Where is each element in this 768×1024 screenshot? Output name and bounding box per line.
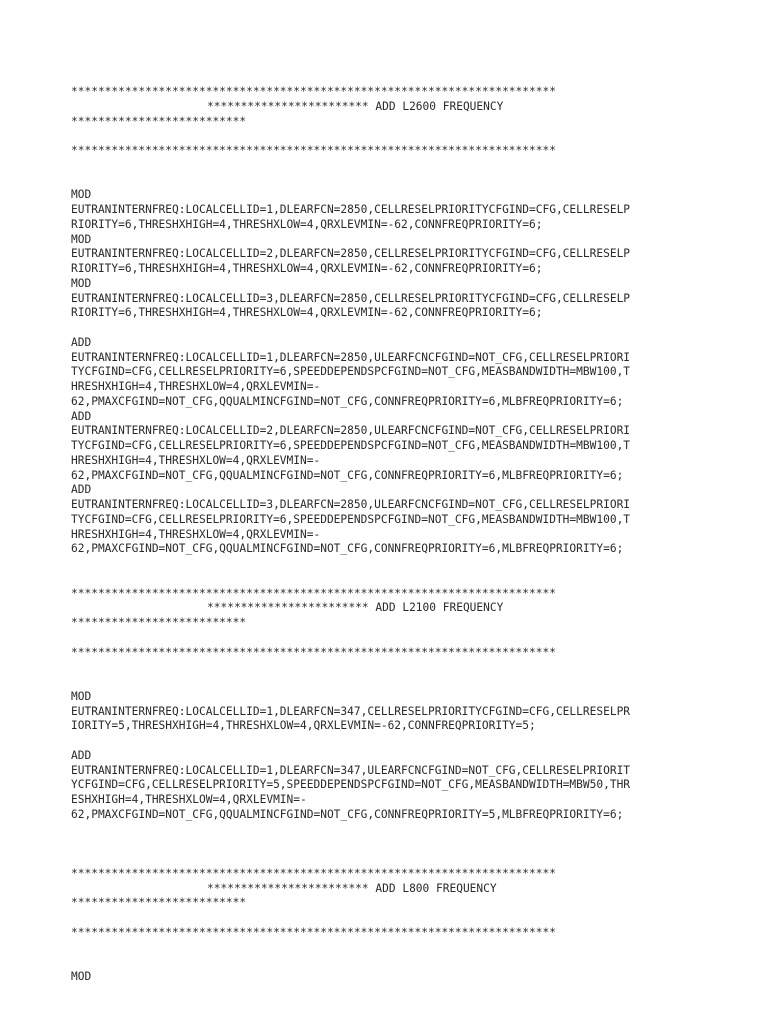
command-verb: MOD [71,276,92,290]
mod-command [71,970,711,985]
section-title: ************************ ADD L800 FREQUENCY [207,881,497,895]
add-command [71,483,711,557]
section-l800 [71,867,711,985]
mod-command [71,233,711,277]
document-page [71,85,711,985]
command-line: YCFGIND=CFG,CELLRESELPRIORITY=5,SPEEDDEPENDSPCFGIND=NOT_CFG,MEASBANDWIDTH=MBW50,THR [71,778,631,792]
section-rule-bottom: ************************************************************************ [71,925,556,939]
command-line: HRESHXHIGH=4,THRESHXLOW=4,QRXLEVMIN=- [71,380,321,393]
section-title: ************************ ADD L2600 FREQUENCY [207,99,504,113]
section-rule-short: ************************** [71,616,247,629]
command-line: EUTRANINTERNFREQ:LOCALCELLID=3,DLEARFCN=2850,CELLRESELPRIORITYCFGIND=CFG,CELLRESELP [71,291,631,305]
mod-command [71,188,711,232]
command-line: EUTRANINTERNFREQ:LOCALCELLID=1,DLEARFCN=347,ULEARFCNCFGIND=NOT_CFG,CELLRESELPRIORIT [71,763,631,777]
section-rule-top: ************************************************************************ [71,586,556,600]
section-l2600 [71,85,711,557]
section-rule-bottom: ************************************************************************ [71,144,556,157]
section-rule-top: ************************************************************************ [71,866,556,880]
command-line: RIORITY=6,THRESHXHIGH=4,THRESHXLOW=4,QRXLEVMIN=-62,CONNFREQPRIORITY=6; [71,262,543,275]
section-rule-top: ************************************************************************ [71,85,556,98]
command-line: EUTRANINTERNFREQ:LOCALCELLID=1,DLEARFCN=2850,ULEARFCNCFGIND=NOT_CFG,CELLRESELPRIORI [71,350,631,364]
command-verb: ADD [71,335,92,349]
command-line: RIORITY=6,THRESHXHIGH=4,THRESHXLOW=4,QRXLEVMIN=-62,CONNFREQPRIORITY=6; [71,217,543,231]
section-rule-short: ************************** [71,896,247,910]
command-verb: MOD [71,232,92,246]
command-verb: MOD [71,689,92,703]
command-line: TYCFGIND=CFG,CELLRESELPRIORITY=6,SPEEDDEPENDSPCFGIND=NOT_CFG,MEASBANDWIDTH=MBW100,T [71,439,631,452]
add-command [71,410,711,484]
command-line: HRESHXHIGH=4,THRESHXLOW=4,QRXLEVMIN=- [71,527,321,541]
command-line: EUTRANINTERNFREQ:LOCALCELLID=2,DLEARFCN=2850,CELLRESELPRIORITYCFGIND=CFG,CELLRESELP [71,247,631,261]
command-line: 62,PMAXCFGIND=NOT_CFG,QQUALMINCFGIND=NOT_CFG,CONNFREQPRIORITY=6,MLBFREQPRIORITY=6; [71,542,624,556]
mod-command [71,690,711,734]
section-rule-bottom: ************************************************************************ [71,645,556,659]
section-l2100 [71,587,711,823]
command-line: 62,PMAXCFGIND=NOT_CFG,QQUALMINCFGIND=NOT_CFG,CONNFREQPRIORITY=5,MLBFREQPRIORITY=6; [71,807,624,821]
command-verb: MOD [71,188,92,202]
command-line: EUTRANINTERNFREQ:LOCALCELLID=1,DLEARFCN=347,CELLRESELPRIORITYCFGIND=CFG,CELLRESELPR [71,704,631,718]
command-line: 62,PMAXCFGIND=NOT_CFG,QQUALMINCFGIND=NOT_CFG,CONNFREQPRIORITY=6,MLBFREQPRIORITY=6; [71,468,624,482]
command-line: 62,PMAXCFGIND=NOT_CFG,QQUALMINCFGIND=NOT_CFG,CONNFREQPRIORITY=6,MLBFREQPRIORITY=6; [71,394,624,408]
add-command [71,336,711,410]
command-line: RIORITY=6,THRESHXHIGH=4,THRESHXLOW=4,QRXLEVMIN=-62,CONNFREQPRIORITY=6; [71,306,543,320]
add-command [71,749,711,823]
command-line: TYCFGIND=CFG,CELLRESELPRIORITY=6,SPEEDDEPENDSPCFGIND=NOT_CFG,MEASBANDWIDTH=MBW100,T [71,512,631,526]
command-verb: MOD [71,970,92,983]
command-verb: ADD [71,409,92,423]
command-verb: ADD [71,748,92,762]
command-line: HRESHXHIGH=4,THRESHXLOW=4,QRXLEVMIN=- [71,453,321,467]
command-line: TYCFGIND=CFG,CELLRESELPRIORITY=6,SPEEDDEPENDSPCFGIND=NOT_CFG,MEASBANDWIDTH=MBW100,T [71,365,631,379]
section-title: ************************ ADD L2100 FREQUENCY [207,601,504,615]
mod-command [71,277,711,321]
command-verb: ADD [71,483,92,497]
command-line: EUTRANINTERNFREQ:LOCALCELLID=2,DLEARFCN=2850,ULEARFCNCFGIND=NOT_CFG,CELLRESELPRIORI [71,424,631,438]
command-line: ESHXHIGH=4,THRESHXLOW=4,QRXLEVMIN=- [71,793,307,806]
command-line: IORITY=5,THRESHXHIGH=4,THRESHXLOW=4,QRXLEVMIN=-62,CONNFREQPRIORITY=5; [71,719,536,733]
command-line: EUTRANINTERNFREQ:LOCALCELLID=1,DLEARFCN=2850,CELLRESELPRIORITYCFGIND=CFG,CELLRESELP [71,203,631,216]
section-rule-short: ************************** [71,114,247,128]
command-line: EUTRANINTERNFREQ:LOCALCELLID=3,DLEARFCN=2850,ULEARFCNCFGIND=NOT_CFG,CELLRESELPRIORI [71,498,631,511]
